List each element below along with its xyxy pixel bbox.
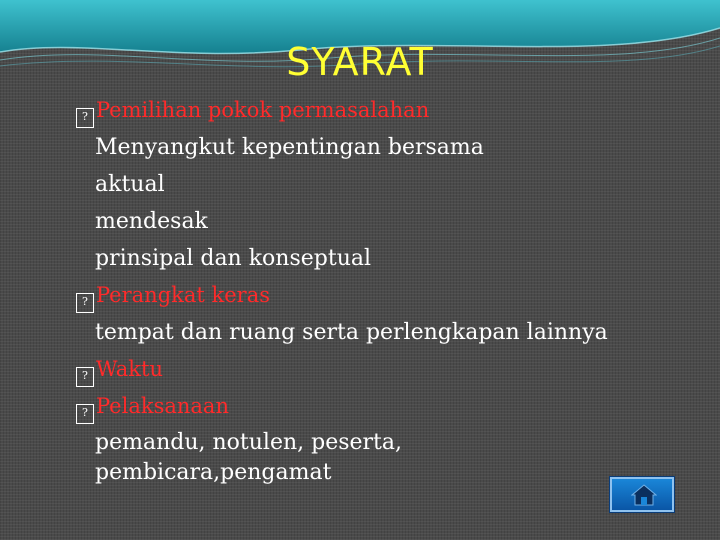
home-button[interactable] <box>610 477 674 512</box>
item-heading-text: Pemilihan pokok permasalahan <box>96 98 430 122</box>
item-detail: tempat dan ruang serta perlengkapan lainnya <box>95 320 608 345</box>
header-banner <box>0 0 720 95</box>
list-item <box>76 388 696 488</box>
list-item <box>76 277 696 351</box>
list-item <box>76 351 696 388</box>
bullet-box-icon: ? <box>76 404 94 424</box>
bullet-box-icon: ? <box>76 108 94 128</box>
item-detail: Menyangkut kepentingan bersama <box>95 135 484 160</box>
list-item <box>76 92 696 277</box>
slide-content <box>76 92 696 488</box>
home-icon <box>631 484 657 506</box>
item-detail: prinsipal dan konseptual <box>95 246 372 271</box>
item-heading <box>76 388 696 425</box>
item-heading <box>76 92 696 129</box>
item-detail: aktual <box>95 172 165 197</box>
item-heading <box>76 351 696 388</box>
item-heading-text: Pelaksanaan <box>96 394 229 418</box>
bullet-box-icon: ? <box>76 293 94 313</box>
item-heading-text: Waktu <box>96 357 163 381</box>
item-heading-text: Perangkat keras <box>96 283 270 307</box>
item-detail: mendesak <box>95 209 208 234</box>
item-heading <box>76 277 696 314</box>
slide-title: SYARAT <box>286 40 434 84</box>
bullet-box-icon: ? <box>76 367 94 387</box>
item-detail: pemandu, notulen, peserta, pembicara,pengamat <box>95 430 403 485</box>
